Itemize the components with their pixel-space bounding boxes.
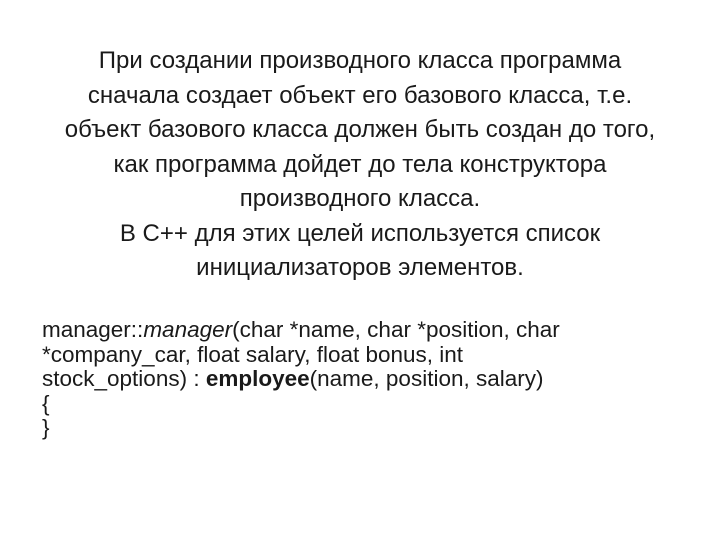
main-paragraph xyxy=(20,44,700,286)
paragraph-line: При создании производного класса программа xyxy=(98,47,622,74)
paragraph-line: производного класса. xyxy=(239,185,481,212)
code-scope: manager:: xyxy=(42,317,144,342)
paragraph-line: В С++ для этих целей используется список xyxy=(119,219,601,247)
paragraph-line: объект базового класса должен быть создан до того, xyxy=(64,116,656,143)
code-params-end: stock_options) : xyxy=(42,366,206,391)
code-line-2: *company_car, float salary, float bonus, int xyxy=(42,341,464,367)
open-brace: { xyxy=(42,390,50,416)
paragraph-line: как программа дойдет до тела конструктора xyxy=(113,150,607,178)
code-block xyxy=(42,318,702,441)
code-line-1 xyxy=(42,318,702,343)
paragraph-line: инициализаторов элементов. xyxy=(196,254,524,281)
base-class-name: employee xyxy=(205,366,310,391)
base-init-args: (name, position, salary) xyxy=(309,366,544,391)
close-brace: } xyxy=(42,415,50,440)
paragraph-line: сначала создает объект его базового класса, т.е. xyxy=(87,81,633,109)
constructor-name: manager xyxy=(143,317,233,342)
code-params: (char *name, char *position, char xyxy=(232,317,560,342)
code-line-3 xyxy=(42,367,702,392)
